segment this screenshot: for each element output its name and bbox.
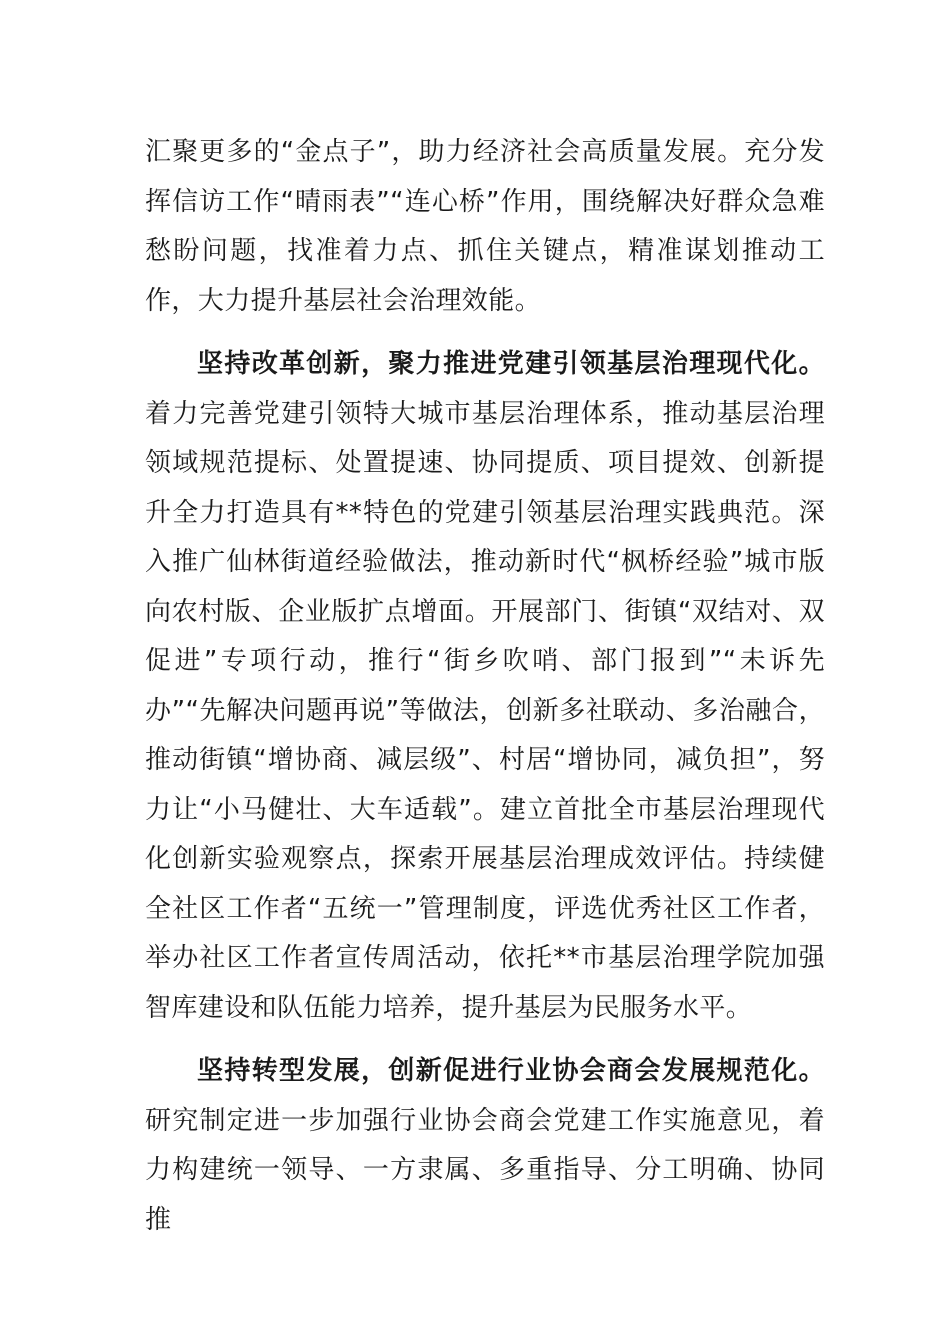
paragraph-3-heading: 坚持转型发展，创新促进行业协会商会发展规范化。: [197, 1056, 825, 1086]
paragraph-2: [145, 340, 825, 1033]
paragraph-3: [145, 1047, 825, 1245]
paragraph-1: [145, 128, 825, 326]
paragraph-2-text: 着力完善党建引领特大城市基层治理体系，推动基层治理领域规范提标、处置提速、协同提质、项目提效、创新提升全力打造具有**特色的党建引领基层治理实践典范。深入推广仙林街道经验做法，推动新时代“枫桥经验”城市版向农村版、企业版扩点增面。开展部门、街镇“双结对、双促进”专项行动，推行“街乡吹哨、部门报到”“未诉先办”“先解决问题再说”等做法，创新多社联动、多治融合，推动街镇“增协商、减层级”、村居“增协同，减负担”，努力让“小马健壮、大车适载”。建立首批全市基层治理现代化创新实验观察点，探索开展基层治理成效评估。持续健全社区工作者“五统一”管理制度，评选优秀社区工作者，举办社区工作者宣传周活动，依托**市基层治理学院加强智库建设和队伍能力培养，提升基层为民服务水平。: [145, 398, 825, 1023]
paragraph-2-heading: 坚持改革创新，聚力推进党建引领基层治理现代化。: [197, 349, 825, 379]
document-body: [145, 128, 825, 1245]
paragraph-3-text: 研究制定进一步加强行业协会商会党建工作实施意见，着力构建统一领导、一方隶属、多重指导、分工明确、协同推: [145, 1105, 825, 1235]
paragraph-1-text: 汇聚更多的“金点子”，助力经济社会高质量发展。充分发挥信访工作“晴雨表”“连心桥”作用，围绕解决好群众急难愁盼问题，找准着力点、抓住关键点，精准谋划推动工作，大力提升基层社会治理效能。: [145, 137, 825, 316]
